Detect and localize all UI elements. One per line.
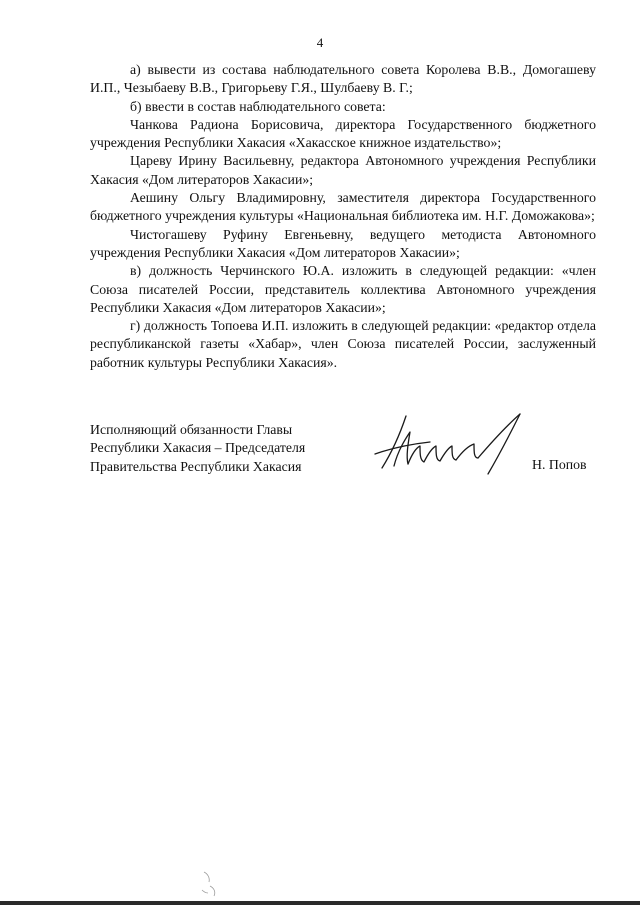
paragraph-chistogasheva: Чистогашеву Руфину Евгеньевну, ведущего методиста Автономного учреждения Республики Хакасия «Дом литераторов Хакасии»; xyxy=(90,226,596,260)
paragraph-chankov: Чанкова Радиона Борисовича, директора Государственного бюджетного учреждения Республики Хакасия «Хакасское книжное издательство»; xyxy=(90,116,596,151)
paragraph-v: в) должность Черчинского Ю.А. изложить в следующей редакции: «член Союза писателей России, представитель коллектива Автономного учреждения Республики Хакасия «Дом литераторов Хакасии»; xyxy=(90,263,596,315)
handwritten-signature xyxy=(370,408,530,476)
signer-name: Н. Попов xyxy=(532,457,587,472)
paragraph-a: а) вывести из состава наблюдательного совета Королева В.В., Домогашеву И.П., Чезыбаеву В.В., Григорьеву Г.Я., Шулбаеву В. Г.; xyxy=(90,62,596,96)
paragraph-tsareva: Цареву Ирину Васильевну, редактора Автономного учреждения Республики Хакасия «Дом литераторов Хакасии»; xyxy=(90,153,596,187)
document-body xyxy=(90,61,596,372)
signatory-title-line: Исполняющий обязанности Главы xyxy=(90,422,293,437)
signatory-title-line: Правительства Республики Хакасия xyxy=(90,458,302,474)
signatory-title xyxy=(90,421,305,476)
signatory-title-line: Республики Хакасия – Председателя xyxy=(90,440,306,456)
scan-bottom-edge xyxy=(0,901,640,905)
page-number: 4 xyxy=(316,35,324,50)
faint-stamp-mark xyxy=(196,868,226,898)
paragraph-b: б) ввести в состав наблюдательного совета: xyxy=(130,98,386,114)
paragraph-aeshina: Аешину Ольгу Владимировну, заместителя директора Государственного бюджетного учреждения культуры «Национальная библиотека им. Н.Г. Доможакова»; xyxy=(90,190,596,224)
paragraph-g: г) должность Топоева И.П. изложить в следующей редакции: «редактор отдела республиканской газеты «Хабар», член Союза писателей России, заслуженный работник культуры Республики Хакасия». xyxy=(90,318,596,370)
